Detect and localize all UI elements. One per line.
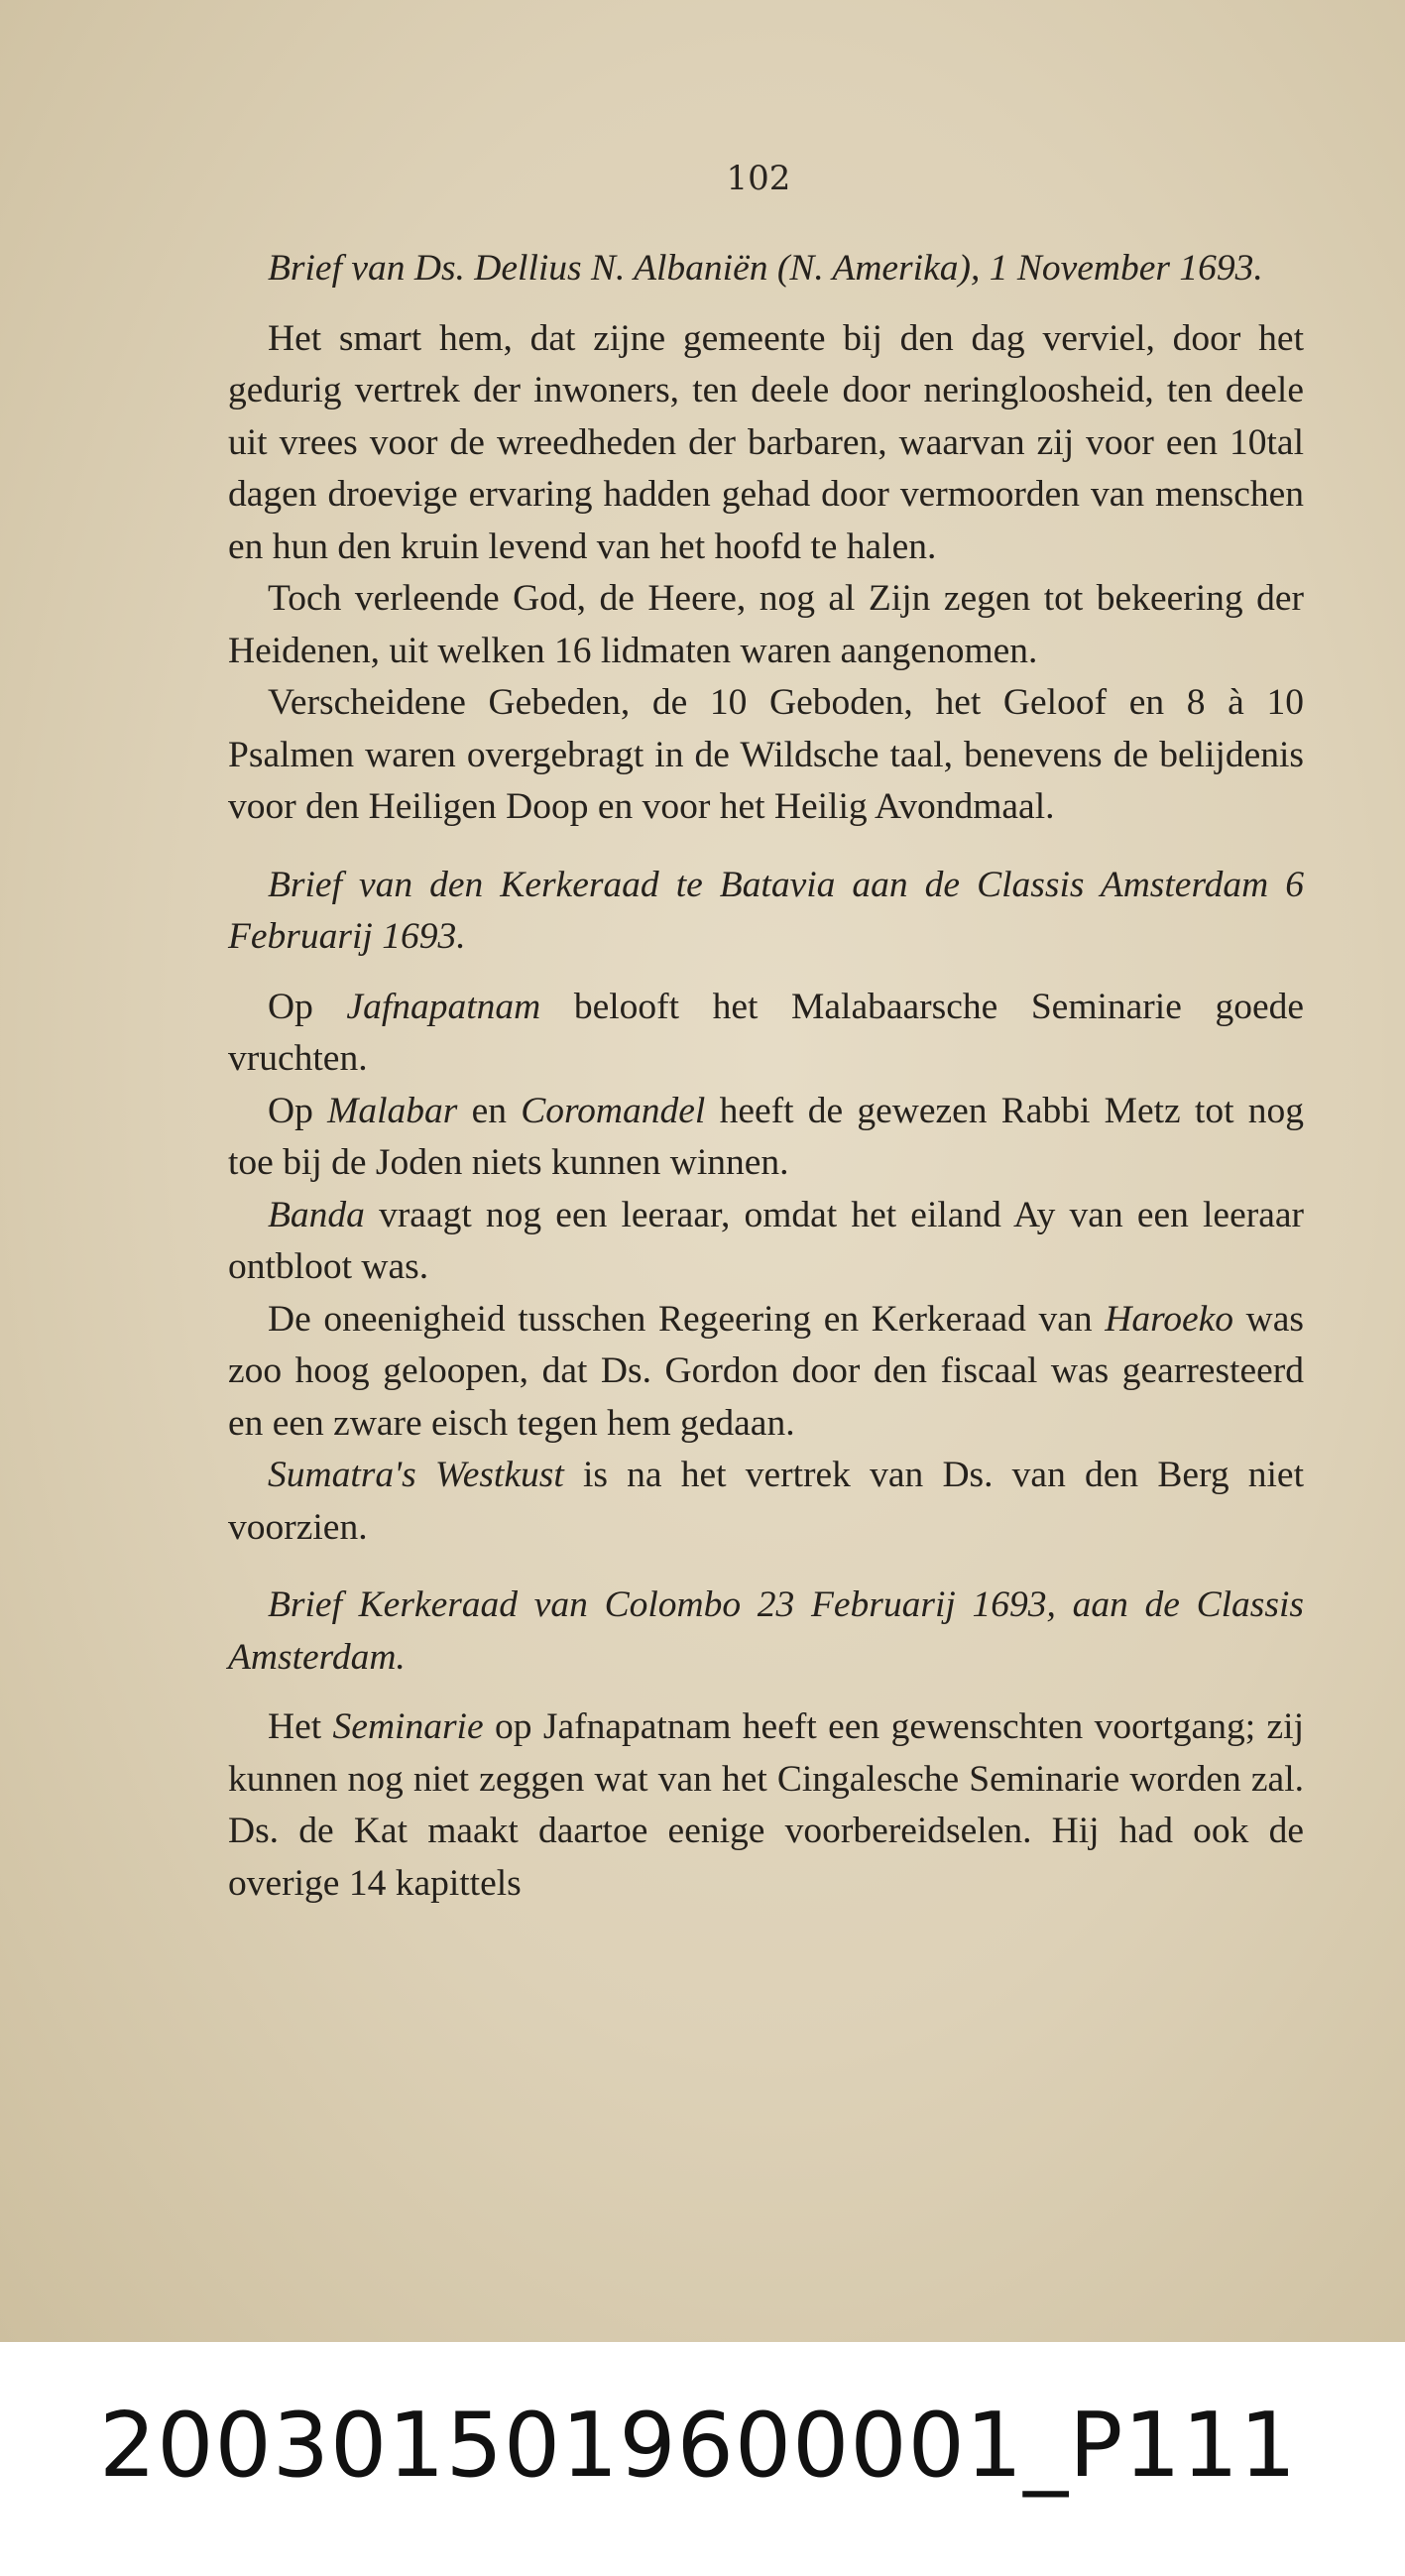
heading-segment: 1693. bbox=[372, 916, 466, 957]
section-heading bbox=[228, 243, 1304, 295]
paragraph-text: Verscheidene Gebeden, de 10 Geboden, het Geloof en 8 à 10 Psalmen waren overgebragt in de Wildsche taal, benevens de belijdenis voor den Heiligen Doop en voor het Heilig Avondmaal. bbox=[228, 682, 1304, 827]
paragraph bbox=[228, 677, 1304, 834]
heading-segment: 23 bbox=[741, 1584, 811, 1625]
heading-segment: 1693, bbox=[955, 1584, 1073, 1625]
place-name: Sumatra's Westkust bbox=[268, 1455, 564, 1495]
place-name: Banda bbox=[268, 1194, 365, 1235]
paragraph-text: Toch verleende God, de Heere, nog al Zijn zegen tot bekeering der Heidenen, uit welken 16 lidmaten waren aangenomen. bbox=[228, 578, 1304, 671]
heading-segment: Brief van den Kerkeraad te Batavia aan de Classis Amsterdam bbox=[268, 864, 1269, 905]
paragraph-text: was zoo hoog geloopen, dat Ds. Gordon door den fiscaal was gearresteerd en een zware eisch tegen hem gedaan. bbox=[228, 1298, 1304, 1444]
heading-segment: November bbox=[1016, 248, 1170, 289]
place-name: Haroeko bbox=[1105, 1298, 1234, 1340]
heading-segment: 1 bbox=[989, 248, 1017, 289]
scan-id-label: 2003015019600001_P111 bbox=[99, 2394, 1298, 2498]
paragraph bbox=[228, 573, 1304, 677]
heading-segment: Brief Kerkeraad van Colombo bbox=[268, 1584, 742, 1625]
paragraph bbox=[228, 1450, 1304, 1554]
scan-footer bbox=[0, 2342, 1405, 2576]
paragraph-text: Op bbox=[268, 986, 347, 1027]
paragraph bbox=[228, 1701, 1304, 1910]
place-name: Malabar bbox=[327, 1090, 458, 1131]
paragraph bbox=[228, 1086, 1304, 1190]
paragraph bbox=[228, 313, 1304, 574]
section-heading bbox=[228, 1580, 1304, 1684]
paragraph-text: Het bbox=[268, 1706, 333, 1747]
heading-segment: Februarij bbox=[811, 1584, 956, 1625]
paragraph bbox=[228, 1294, 1304, 1451]
heading-segment: Februarij bbox=[228, 916, 373, 957]
section-heading bbox=[228, 860, 1304, 964]
paragraph-text: heeft de gewezen Rabbi Metz tot nog toe bij de Joden niets kunnen winnen. bbox=[228, 1090, 1304, 1183]
paragraph bbox=[228, 1190, 1304, 1294]
place-name: Jafnapatnam bbox=[346, 986, 541, 1027]
paragraph bbox=[228, 982, 1304, 1086]
paragraph-text: Op bbox=[268, 1090, 328, 1131]
paragraph-text: De oneenigheid tusschen Regeering en Kerkeraad van bbox=[268, 1298, 1106, 1340]
heading-segment: 6 bbox=[1268, 864, 1304, 905]
paragraph-text: is na het vertrek van Ds. van den Berg niet voorzien. bbox=[228, 1455, 1304, 1548]
paragraph-text: Het smart hem, dat zijne gemeente bij den dag verviel, door het gedurig vertrek der inwoners, ten deele door neringloosheid, ten deele uit vrees voor de wreedheden der barbaren, waarvan zij voor een 10tal dagen droevige ervaring hadden gehad door vermoorden van menschen en hun den kruin levend van het hoofd te halen. bbox=[228, 317, 1304, 567]
page-text bbox=[228, 243, 1304, 1910]
paragraph-text: op Jafnapatnam heeft een gewenschten voortgang; zij kunnen nog niet zeggen wat van het Cingalesche Seminarie worden zal. Ds. de Kat maakt daartoe eenige voorbereidselen. Hij had ook de overige 14 kapittels bbox=[228, 1706, 1304, 1904]
emphasis-text: Seminarie bbox=[332, 1706, 484, 1747]
heading-segment: Brief van Ds. Dellius N. Albaniën (N. Amerika), bbox=[268, 248, 990, 289]
paragraph-text: belooft het Malabaarsche Seminarie goede vruchten. bbox=[228, 986, 1304, 1079]
paragraph-text: en bbox=[457, 1090, 522, 1131]
page-number: 102 bbox=[726, 159, 791, 198]
heading-segment: aan de Classis Amsterdam. bbox=[228, 1584, 1305, 1678]
place-name: Coromandel bbox=[521, 1090, 706, 1131]
heading-segment: 1693. bbox=[1169, 248, 1263, 289]
paragraph-text: vraagt nog een leeraar, omdat het eiland Ay van een leeraar ontbloot was. bbox=[228, 1194, 1304, 1287]
